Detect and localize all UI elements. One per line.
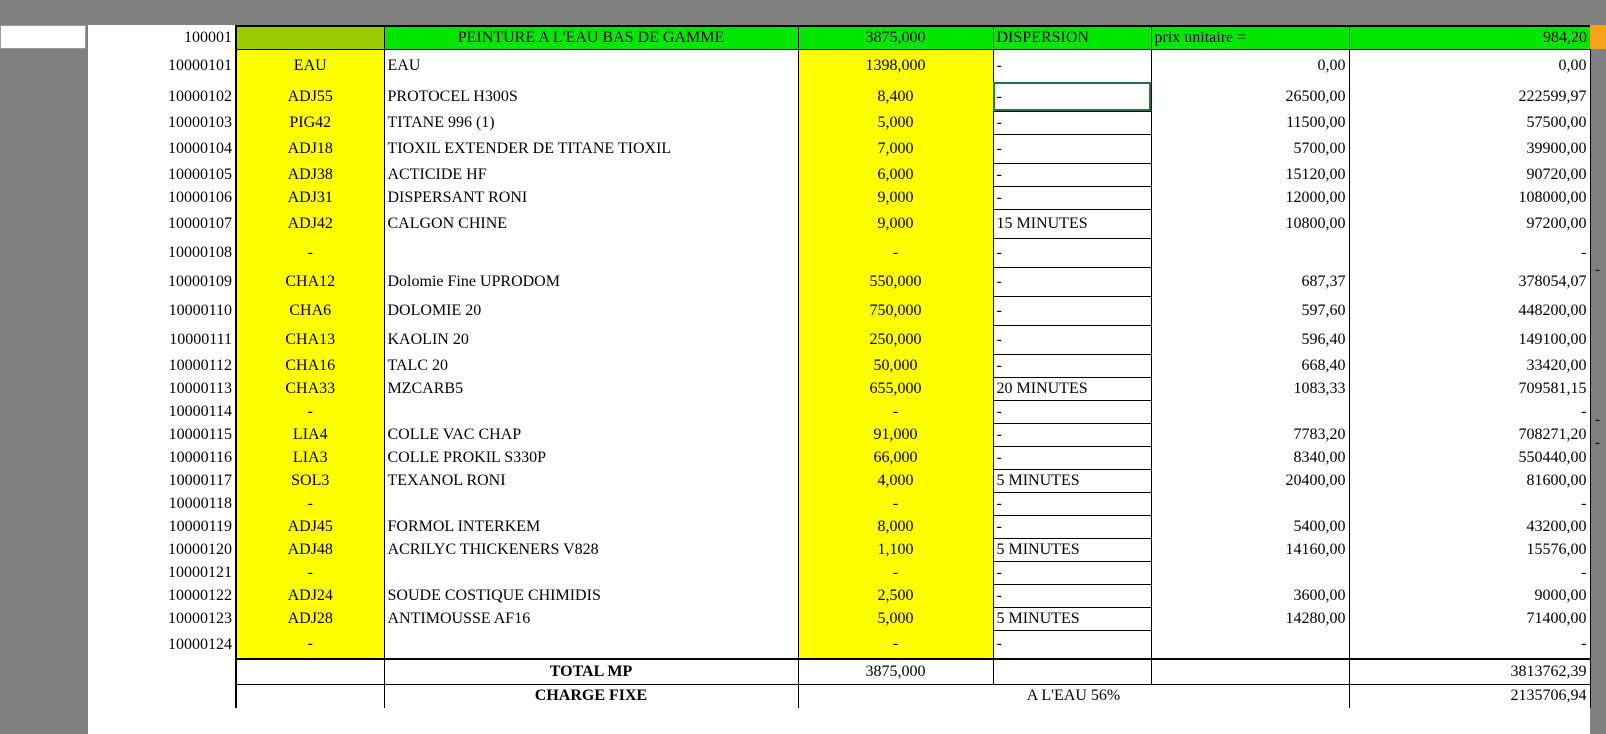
- cell-ref[interactable]: ADJ42: [236, 209, 384, 238]
- table-row: [88, 296, 1590, 325]
- cell-code[interactable]: 10000115: [168, 425, 232, 443]
- table-row: [88, 469, 1590, 492]
- cell-quantity[interactable]: 8,400: [798, 82, 993, 111]
- cell-code[interactable]: 10000124: [168, 635, 232, 653]
- cell-name[interactable]: [384, 561, 798, 584]
- cell-name[interactable]: FORMOL INTERKEM: [384, 515, 798, 538]
- cell-ref[interactable]: CHA33: [236, 377, 384, 400]
- cell-unit-price[interactable]: 0,00: [1151, 49, 1349, 82]
- cell-name[interactable]: TEXANOL RONI: [384, 469, 798, 492]
- cell-mix-time[interactable]: -: [993, 423, 1151, 446]
- cell-name[interactable]: [384, 492, 798, 515]
- cell-name[interactable]: [384, 630, 798, 659]
- cell-unit-price[interactable]: 668,40: [1151, 354, 1349, 377]
- cell-unit-price[interactable]: 3600,00: [1151, 584, 1349, 607]
- cell-unit-price[interactable]: [1151, 630, 1349, 659]
- cell-unit-price[interactable]: 984,20: [1349, 26, 1590, 49]
- cell-unit-price[interactable]: 14160,00: [1151, 538, 1349, 561]
- cell-ref[interactable]: -: [236, 630, 384, 659]
- cell-line-total[interactable]: 149100,00: [1349, 325, 1590, 354]
- cell-line-total[interactable]: 108000,00: [1349, 186, 1590, 209]
- cell-ref[interactable]: ADJ18: [236, 134, 384, 163]
- edge-dash: -: [1595, 262, 1600, 278]
- cell-unit-price[interactable]: [1151, 561, 1349, 584]
- cell-line-total[interactable]: 15576,00: [1349, 538, 1590, 561]
- cell-name[interactable]: DISPERSANT RONI: [384, 186, 798, 209]
- cell-unit-price[interactable]: [1151, 492, 1349, 515]
- cell-quantity[interactable]: 550,000: [798, 267, 993, 296]
- highlight-cell-marker: [1588, 25, 1606, 49]
- cell-name[interactable]: COLLE VAC CHAP: [384, 423, 798, 446]
- cell-ref[interactable]: CHA13: [236, 325, 384, 354]
- cell-ref[interactable]: ADJ45: [236, 515, 384, 538]
- cell-line-total[interactable]: 90720,00: [1349, 163, 1590, 186]
- cell-ref[interactable]: PIG42: [236, 111, 384, 134]
- cell-mix-time[interactable]: -: [993, 561, 1151, 584]
- cell-quantity[interactable]: -: [798, 630, 993, 659]
- cell-code[interactable]: 10000105: [168, 165, 232, 183]
- cell-ref[interactable]: CHA12: [236, 267, 384, 296]
- table-row: [88, 446, 1590, 469]
- cell-name[interactable]: TITANE 996 (1): [384, 111, 798, 134]
- cell-quantity[interactable]: -: [798, 238, 993, 267]
- cell-ref[interactable]: -: [236, 561, 384, 584]
- cell-unit-price[interactable]: 11500,00: [1151, 111, 1349, 134]
- table-row: [88, 630, 1590, 659]
- cell-unit-price[interactable]: 12000,00: [1151, 186, 1349, 209]
- cell-ref[interactable]: CHA16: [236, 354, 384, 377]
- cell-line-total[interactable]: 708271,20: [1349, 423, 1590, 446]
- cell-ref[interactable]: LIA4: [236, 423, 384, 446]
- table-row: [88, 607, 1590, 630]
- cell-quantity[interactable]: 7,000: [798, 134, 993, 163]
- cell-line-total[interactable]: 81600,00: [1349, 469, 1590, 492]
- cell-mix-time[interactable]: -: [993, 492, 1151, 515]
- cell-line-total[interactable]: 448200,00: [1349, 296, 1590, 325]
- cell-quantity[interactable]: 66,000: [798, 446, 993, 469]
- cell-name[interactable]: Dolomie Fine UPRODOM: [384, 267, 798, 296]
- cell-ref[interactable]: [236, 26, 384, 49]
- cell-unit-price-label[interactable]: prix unitaire =: [1151, 26, 1349, 49]
- edge-dash: -: [1595, 412, 1600, 428]
- header-row: [88, 26, 1590, 49]
- cell-name[interactable]: EAU: [384, 49, 798, 82]
- cell-unit-price[interactable]: 8340,00: [1151, 446, 1349, 469]
- cell-name[interactable]: [384, 238, 798, 267]
- cell-name[interactable]: TIOXIL EXTENDER DE TITANE TIOXIL: [384, 134, 798, 163]
- table-row: [88, 49, 1590, 82]
- cell-name[interactable]: SOUDE COSTIQUE CHIMIDIS: [384, 584, 798, 607]
- cell-unit-price[interactable]: 26500,00: [1151, 82, 1349, 111]
- cell-unit-price[interactable]: [1151, 400, 1349, 423]
- cell-empty[interactable]: [236, 684, 384, 708]
- cell-quantity[interactable]: 2,500: [798, 584, 993, 607]
- cell-line-total[interactable]: 71400,00: [1349, 607, 1590, 630]
- cell-mix-time[interactable]: -: [993, 163, 1151, 186]
- edge-dash: -: [1595, 435, 1600, 451]
- cell-ref[interactable]: -: [236, 492, 384, 515]
- cell-ref[interactable]: LIA3: [236, 446, 384, 469]
- cell-empty[interactable]: [993, 659, 1151, 684]
- cell-line-total[interactable]: -: [1349, 400, 1590, 423]
- cell-line-total[interactable]: 57500,00: [1349, 111, 1590, 134]
- cell-code[interactable]: 10000103: [168, 113, 232, 131]
- cell-mix-time[interactable]: 15 MINUTES: [993, 209, 1151, 238]
- cell-code[interactable]: 10000123: [168, 609, 232, 627]
- cell-mix-time[interactable]: -: [993, 400, 1151, 423]
- table-row: [88, 186, 1590, 209]
- table-row: [88, 584, 1590, 607]
- cell-line-total[interactable]: -: [1349, 238, 1590, 267]
- table-row: [88, 163, 1590, 186]
- cell-mix-time[interactable]: -: [993, 49, 1151, 82]
- cell-code[interactable]: 10000112: [168, 356, 232, 374]
- cell-line-total[interactable]: 709581,15: [1349, 377, 1590, 400]
- cell-unit-price[interactable]: 10800,00: [1151, 209, 1349, 238]
- cell-code[interactable]: 10000104: [168, 139, 232, 157]
- total-row: [88, 659, 1590, 684]
- table-row: [88, 538, 1590, 561]
- cell-quantity[interactable]: 4,000: [798, 469, 993, 492]
- table-row: [88, 400, 1590, 423]
- cell-quantity[interactable]: 9,000: [798, 209, 993, 238]
- charge-note[interactable]: A L'EAU 56%: [798, 684, 1349, 708]
- cell-line-total[interactable]: 0,00: [1349, 49, 1590, 82]
- cell-quantity[interactable]: 91,000: [798, 423, 993, 446]
- name-box[interactable]: [0, 25, 86, 49]
- cell-name[interactable]: ACRILYC THICKENERS V828: [384, 538, 798, 561]
- table-row: [88, 354, 1590, 377]
- cell-quantity[interactable]: 1398,000: [798, 49, 993, 82]
- table-row: [88, 134, 1590, 163]
- cell-name[interactable]: [384, 400, 798, 423]
- cell-ref[interactable]: SOL3: [236, 469, 384, 492]
- cell-code[interactable]: 10000118: [168, 494, 232, 512]
- cell-code[interactable]: 10000113: [168, 379, 232, 397]
- cell-code[interactable]: 100001: [88, 26, 236, 49]
- cell-ref[interactable]: ADJ28: [236, 607, 384, 630]
- cell-name[interactable]: TALC 20: [384, 354, 798, 377]
- cell-code[interactable]: 10000116: [168, 448, 232, 466]
- cell-ref[interactable]: ADJ48: [236, 538, 384, 561]
- cell-mix-time[interactable]: -: [993, 238, 1151, 267]
- cell-line-total[interactable]: 39900,00: [1349, 134, 1590, 163]
- cell-code[interactable]: 10000121: [168, 563, 232, 581]
- cell-name[interactable]: ANTIMOUSSE AF16: [384, 607, 798, 630]
- cell-code[interactable]: 10000101: [168, 56, 232, 74]
- cell-name[interactable]: ACTICIDE HF: [384, 163, 798, 186]
- cell-code[interactable]: 10000107: [168, 214, 232, 232]
- total-label[interactable]: TOTAL MP: [384, 659, 798, 684]
- cell-code[interactable]: 10000119: [168, 517, 232, 535]
- cell-ref[interactable]: EAU: [236, 49, 384, 82]
- cell-quantity[interactable]: -: [798, 561, 993, 584]
- cell-mix-time[interactable]: -: [993, 134, 1151, 163]
- cell-mix-time[interactable]: -: [993, 111, 1151, 134]
- cell-quantity[interactable]: 1,100: [798, 538, 993, 561]
- charge-row: [88, 684, 1590, 708]
- cell-ref[interactable]: ADJ31: [236, 186, 384, 209]
- table-row: [88, 423, 1590, 446]
- cell-code[interactable]: 10000111: [169, 330, 232, 348]
- table-row: [88, 82, 1590, 111]
- cell-mix-time[interactable]: -: [993, 267, 1151, 296]
- cell-unit-price[interactable]: 14280,00: [1151, 607, 1349, 630]
- cell-line-total[interactable]: -: [1349, 492, 1590, 515]
- cell-quantity[interactable]: 6,000: [798, 163, 993, 186]
- cell-name[interactable]: CALGON CHINE: [384, 209, 798, 238]
- vertical-scroll-area[interactable]: [1590, 25, 1606, 734]
- cell-ref[interactable]: ADJ24: [236, 584, 384, 607]
- cell-unit-price[interactable]: 1083,33: [1151, 377, 1349, 400]
- cell-code[interactable]: 10000102: [168, 87, 232, 105]
- table-row: [88, 238, 1590, 267]
- cell-ref[interactable]: -: [236, 400, 384, 423]
- cell-quantity[interactable]: 5,000: [798, 607, 993, 630]
- cell-line-total[interactable]: -: [1349, 630, 1590, 659]
- cell-name[interactable]: PROTOCEL H300S: [384, 82, 798, 111]
- cell-quantity[interactable]: -: [798, 492, 993, 515]
- cell-line-total[interactable]: 43200,00: [1349, 515, 1590, 538]
- cell-mix-time[interactable]: -: [993, 186, 1151, 209]
- cell-line-total[interactable]: 9000,00: [1349, 584, 1590, 607]
- table-row: [88, 492, 1590, 515]
- cell-mix-time[interactable]: 5 MINUTES: [993, 538, 1151, 561]
- cell-unit-price[interactable]: [1151, 238, 1349, 267]
- cell-empty[interactable]: [1151, 659, 1349, 684]
- toolbar-area: [0, 0, 1606, 25]
- cell-line-total[interactable]: 33420,00: [1349, 354, 1590, 377]
- table-row: [88, 209, 1590, 238]
- cell-quantity[interactable]: 5,000: [798, 111, 993, 134]
- cell-code[interactable]: 10000108: [168, 243, 232, 261]
- cell-line-total[interactable]: 97200,00: [1349, 209, 1590, 238]
- cell-quantity[interactable]: 8,000: [798, 515, 993, 538]
- cell-mix-time[interactable]: -: [993, 515, 1151, 538]
- cell-mix-time[interactable]: -: [993, 584, 1151, 607]
- cell-ref[interactable]: ADJ38: [236, 163, 384, 186]
- cell-quantity[interactable]: -: [798, 400, 993, 423]
- cell-mix-time[interactable]: -: [993, 296, 1151, 325]
- cell-name[interactable]: DOLOMIE 20: [384, 296, 798, 325]
- cell-quantity[interactable]: 250,000: [798, 325, 993, 354]
- cell-unit-price[interactable]: 5700,00: [1151, 134, 1349, 163]
- cell-code[interactable]: 10000106: [168, 188, 232, 206]
- cell-mix-time[interactable]: -: [993, 354, 1151, 377]
- cell-name[interactable]: KAOLIN 20: [384, 325, 798, 354]
- cell-ref[interactable]: -: [236, 238, 384, 267]
- spreadsheet-grid: [88, 25, 1591, 708]
- table-row: [88, 515, 1590, 538]
- cell-unit-price[interactable]: 687,37: [1151, 267, 1349, 296]
- cell-mix-time[interactable]: -: [993, 630, 1151, 659]
- cell-mix-time[interactable]: 5 MINUTES: [993, 607, 1151, 630]
- table-row: [88, 267, 1590, 296]
- cell-quantity[interactable]: 9,000: [798, 186, 993, 209]
- cell-empty[interactable]: [236, 659, 384, 684]
- cell-product-name[interactable]: PEINTURE A L'EAU BAS DE GAMME: [384, 26, 798, 49]
- cell-line-total[interactable]: 378054,07: [1349, 267, 1590, 296]
- cell-line-total[interactable]: 222599,97: [1349, 82, 1590, 111]
- cell-line-total[interactable]: 550440,00: [1349, 446, 1590, 469]
- cell-mix-time[interactable]: 5 MINUTES: [993, 469, 1151, 492]
- cell-quantity[interactable]: 3875,000: [798, 26, 993, 49]
- cell-mix-time[interactable]: 20 MINUTES: [993, 377, 1151, 400]
- cell-name[interactable]: MZCARB5: [384, 377, 798, 400]
- table-row: [88, 325, 1590, 354]
- cell-unit-price[interactable]: 15120,00: [1151, 163, 1349, 186]
- cell-quantity[interactable]: 50,000: [798, 354, 993, 377]
- cell-code[interactable]: 10000114: [168, 402, 232, 420]
- cell-name[interactable]: COLLE PROKIL S330P: [384, 446, 798, 469]
- cell-mix-time[interactable]: -: [993, 446, 1151, 469]
- total-value[interactable]: 3813762,39: [1349, 659, 1590, 684]
- table-row: [88, 561, 1590, 584]
- cell-mix-time[interactable]: -: [993, 325, 1151, 354]
- table-row: [88, 111, 1590, 134]
- cell-code[interactable]: 10000120: [168, 540, 232, 558]
- cell-unit-price[interactable]: 20400,00: [1151, 469, 1349, 492]
- cell-code[interactable]: 10000117: [168, 471, 232, 489]
- cell-code[interactable]: 10000110: [168, 301, 232, 319]
- cell-line-total[interactable]: -: [1349, 561, 1590, 584]
- cell-ref[interactable]: ADJ55: [236, 82, 384, 111]
- charge-label[interactable]: CHARGE FIXE: [384, 684, 798, 708]
- cell-unit-price[interactable]: 597,60: [1151, 296, 1349, 325]
- cell-quantity[interactable]: 750,000: [798, 296, 993, 325]
- cell-unit-price[interactable]: 5400,00: [1151, 515, 1349, 538]
- cell-unit-price[interactable]: 7783,20: [1151, 423, 1349, 446]
- table-row: [88, 377, 1590, 400]
- total-quantity[interactable]: 3875,000: [798, 659, 993, 684]
- charge-value[interactable]: 2135706,94: [1349, 684, 1590, 708]
- cell-mix-time[interactable]: -: [993, 82, 1151, 111]
- cell-quantity[interactable]: 655,000: [798, 377, 993, 400]
- cell-code[interactable]: 10000109: [168, 272, 232, 290]
- cell-ref[interactable]: CHA6: [236, 296, 384, 325]
- cell-process[interactable]: DISPERSION: [993, 26, 1151, 49]
- cell-unit-price[interactable]: 596,40: [1151, 325, 1349, 354]
- cell-empty[interactable]: [88, 659, 236, 684]
- cell-empty[interactable]: [88, 684, 236, 708]
- cell-code[interactable]: 10000122: [168, 586, 232, 604]
